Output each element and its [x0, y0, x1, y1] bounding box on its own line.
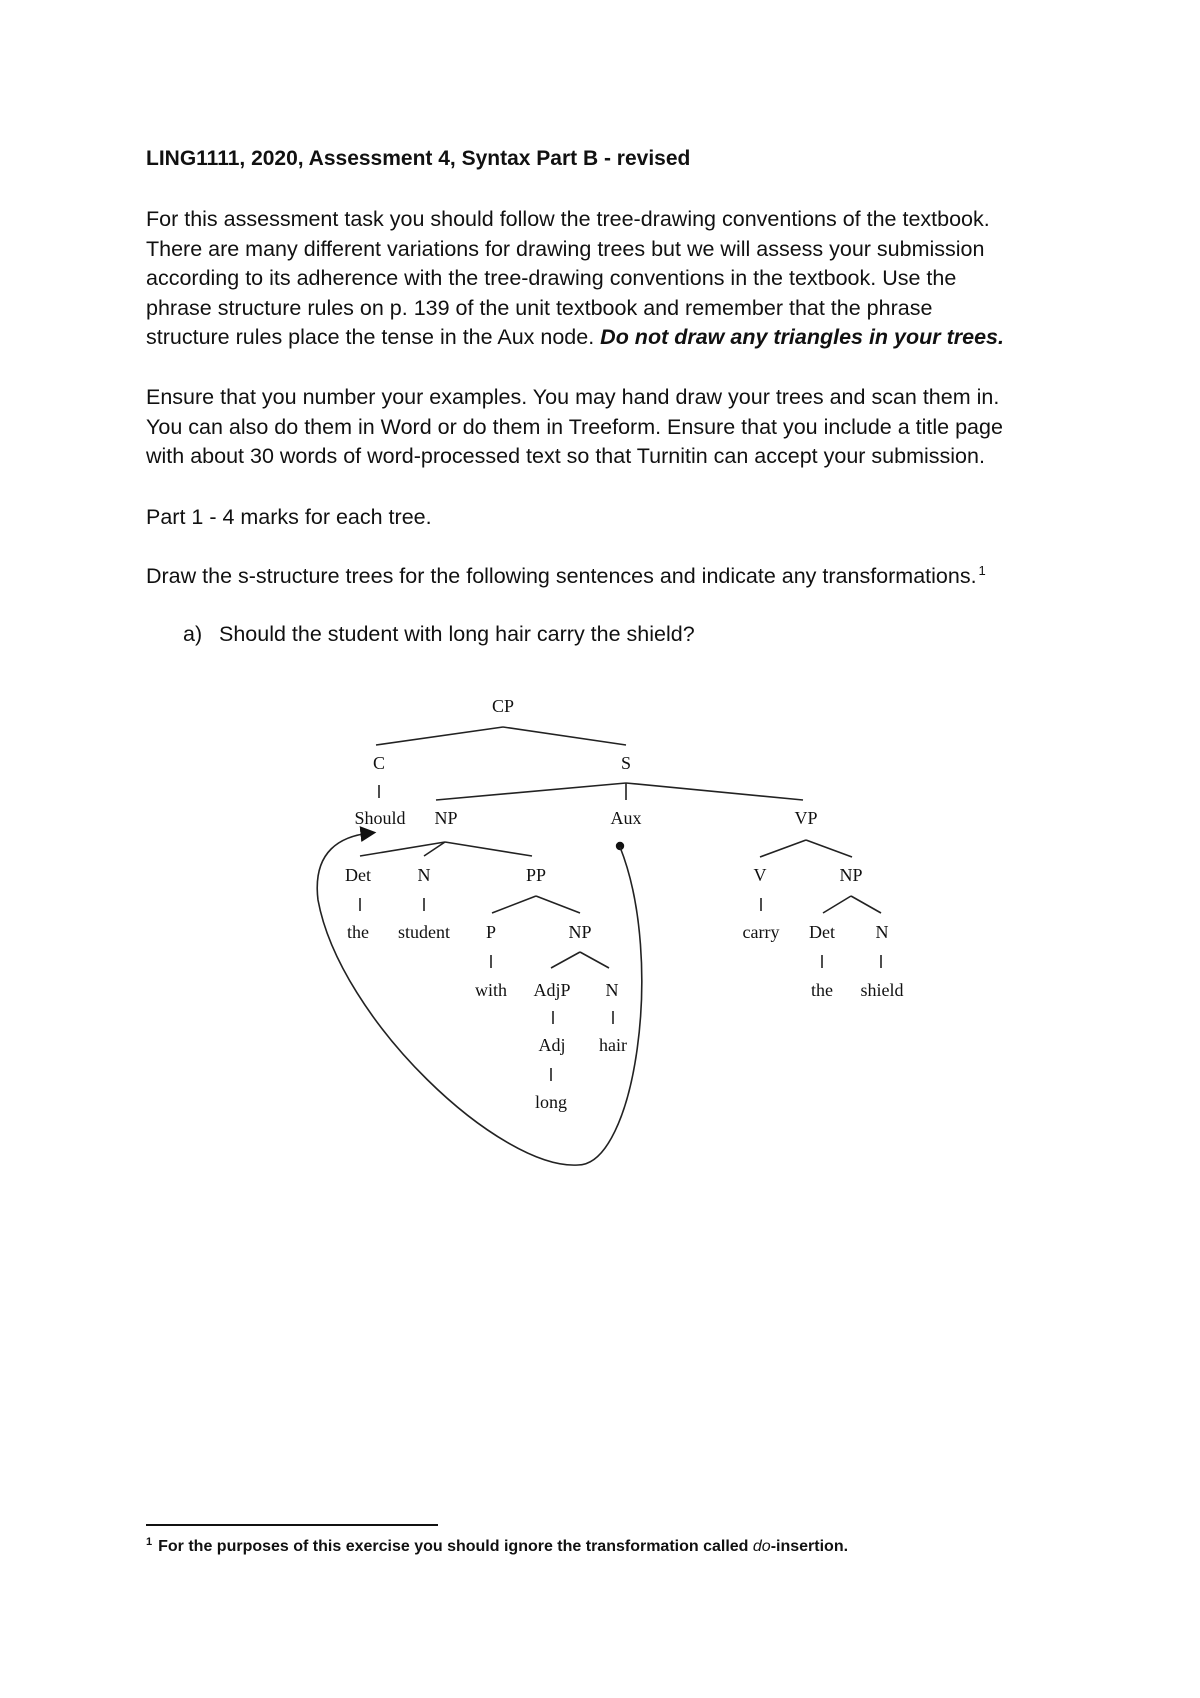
no-triangles-warning: Do not draw any triangles in your trees. — [600, 325, 1004, 349]
instruction-body: Draw the s-structure trees for the following sentences and indicate any transformations. — [146, 564, 977, 588]
branch-cp-c — [376, 727, 503, 745]
node-cp: CP — [491, 696, 515, 716]
node-n: N — [417, 865, 431, 885]
node-det-object: Det — [809, 922, 835, 942]
node-adj: Adj — [538, 1035, 566, 1055]
word-long: long — [534, 1092, 568, 1112]
footnote-reference: 1 — [978, 562, 986, 578]
branch-np-adjp — [551, 952, 580, 968]
node-n-object: N — [875, 922, 889, 942]
node-det: Det — [345, 865, 371, 885]
footnote — [146, 1535, 849, 1556]
node-p: P — [485, 922, 497, 942]
branch-np-n3 — [851, 896, 881, 913]
node-v: V — [753, 865, 767, 885]
node-np-subject: NP — [434, 808, 458, 828]
node-aux: Aux — [610, 808, 642, 828]
branch-np-pp — [445, 842, 532, 856]
branch-np-n2 — [580, 952, 609, 968]
branch-vp-v — [760, 840, 806, 857]
footnote-text-end: -insertion. — [770, 1538, 849, 1555]
word-student: student — [398, 922, 450, 942]
footnote-number: 1 — [146, 1535, 153, 1548]
example-sentence: Should the student with long hair carry the shield? — [219, 622, 695, 646]
node-s: S — [620, 753, 632, 773]
conventions-line-3: according to its adherence with the tree-drawing conventions in the textbook. Use the — [146, 266, 957, 290]
footnote-italic-do: do — [752, 1538, 771, 1555]
branch-np-det — [360, 842, 445, 856]
node-n-hair: N — [605, 980, 619, 1000]
conventions-line-2: There are many different variations for drawing trees but we will assess your submission — [146, 236, 985, 261]
conventions-line-5-text: structure rules place the tense in the Aux node. — [146, 325, 601, 349]
node-adjp: AdjP — [533, 980, 571, 1000]
page-title: LING1111, 2020, Assessment 4, Syntax Part B - revised — [146, 147, 691, 170]
branch-pp-np — [536, 896, 580, 913]
branch-cp-s — [503, 727, 626, 745]
submission-line-3: with about 30 words of word-processed text so that Turnitin can accept your submission. — [146, 444, 985, 468]
submission-line-1: Ensure that you number your examples. You may hand draw your trees and scan them in. — [146, 385, 1000, 409]
conventions-line-1: For this assessment task you should follow the tree-drawing conventions of the textbook. — [146, 207, 990, 231]
branch-vp-np — [806, 840, 852, 857]
footnote-divider — [146, 1524, 438, 1526]
word-hair: hair — [599, 1035, 627, 1055]
branch-s-np — [436, 783, 626, 800]
node-vp: VP — [794, 808, 818, 828]
part-heading: Part 1 - 4 marks for each tree. — [146, 505, 432, 529]
node-c: C — [372, 753, 386, 773]
word-with: with — [474, 980, 508, 1000]
footnote-text-start: For the purposes of this exercise you should ignore the transformation called — [158, 1538, 753, 1555]
word-carry: carry — [742, 922, 780, 942]
node-np-object: NP — [839, 865, 863, 885]
branch-np-det2 — [823, 896, 851, 913]
word-shield: shield — [860, 980, 904, 1000]
conventions-line-4: phrase structure rules on p. 139 of the unit textbook and remember that the phrase — [146, 295, 933, 320]
word-the: the — [347, 922, 369, 942]
branch-s-vp — [626, 783, 803, 800]
branch-pp-p — [492, 896, 536, 913]
node-np-pp: NP — [568, 922, 592, 942]
example-label: a) — [183, 622, 203, 646]
word-the-object: the — [811, 980, 833, 1000]
submission-line-2: You can also do them in Word or do them in Treeform. Ensure that you include a title page — [146, 414, 1003, 439]
word-should: Should — [354, 808, 406, 828]
node-pp: PP — [525, 865, 547, 885]
